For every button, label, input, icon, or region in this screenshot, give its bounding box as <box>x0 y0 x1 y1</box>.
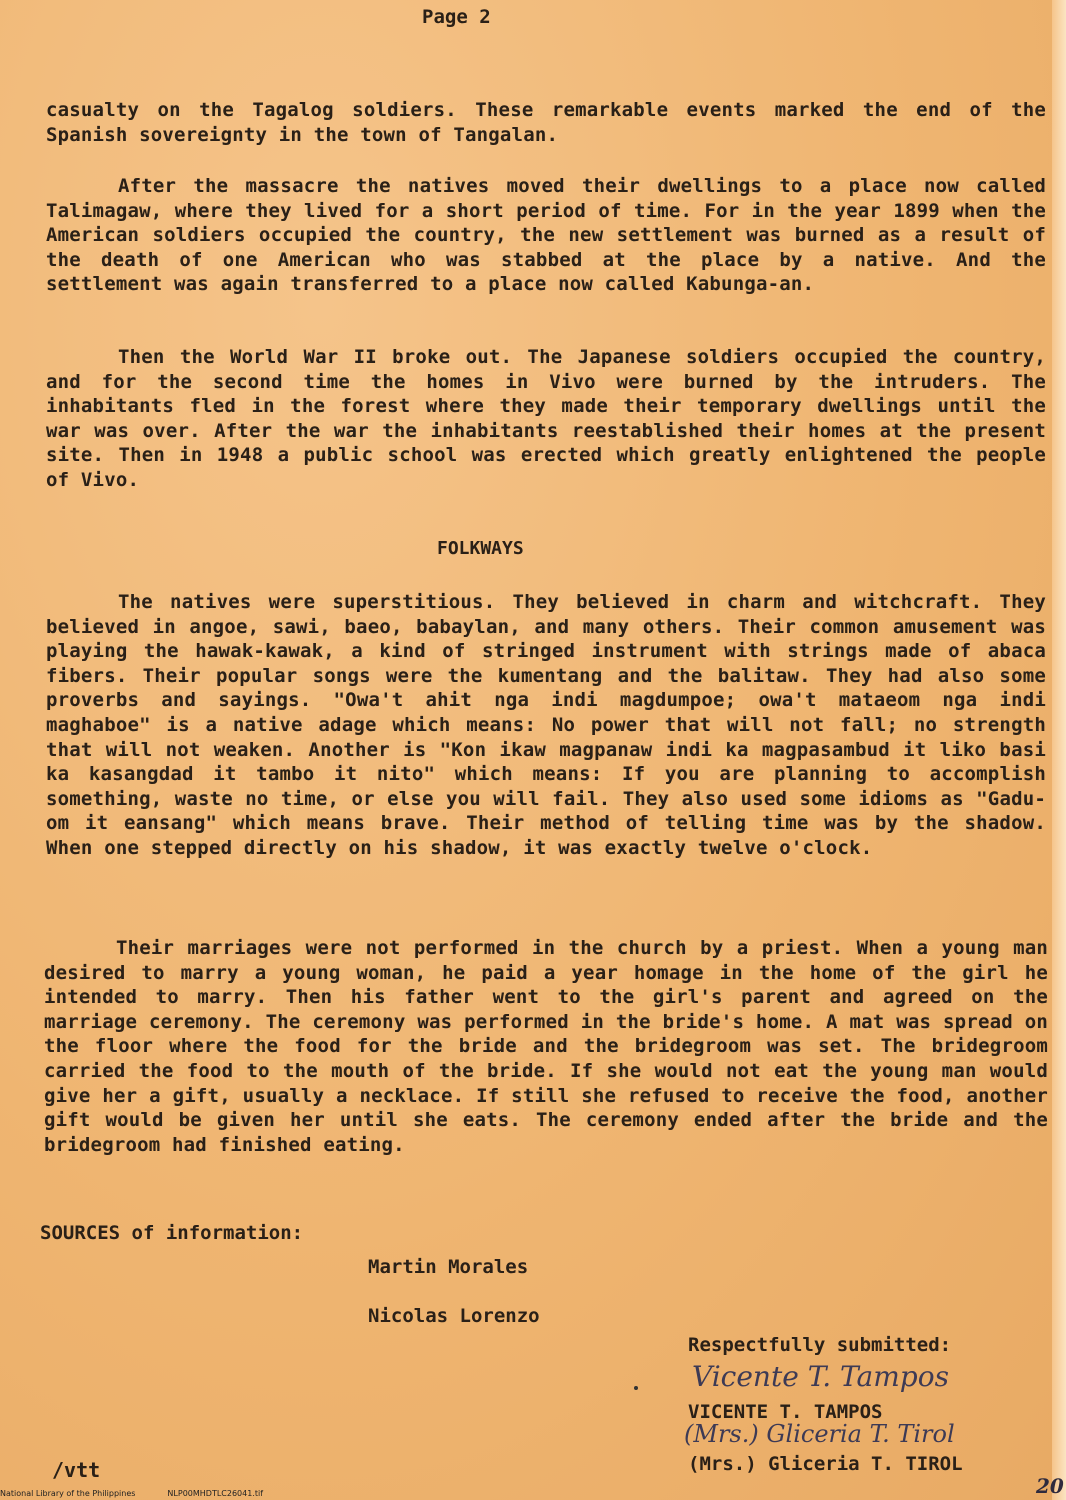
section-heading: FOLKWAYS <box>437 538 524 559</box>
paragraph-marriage <box>44 936 1048 1157</box>
paper-edge <box>1052 0 1066 1500</box>
paragraph-marriage-text: Their marriages were not performed in the church by a priest. When a young man desired to marry a young woman, he paid a year homage in the home of the girl he intended to marry. Then his father went to the girl's parent and agreed on the marriage ceremony. The ceremony was performed in the bride's home. A mat was spread on the floor where the food for the bride and the bridegroom was set. The bridegroom carried the food to the mouth of the bride. If she would not eat the young man would give her a gift, usually a necklace. If still she refused to receive the food, another gift would be given her until she eats. The ceremony ended after the bride and the bridegroom had finished eating. <box>44 937 1048 1156</box>
signer-name-tampos: VICENTE T. TAMPOS <box>688 1401 883 1423</box>
paragraph-superstitions-text: The natives were superstitious. They believed in charm and witchcraft. They believed in angoe, sawi, baeo, babaylan, and many others. Their common amusement was playing the hawak-kawak, a kind of stringed instrument with strings made of abaca fibers. Their popular songs were the kumentang and the balitaw. They had also some proverbs and sayings. "Owa't ahit nga indi magdumpoe; owa't mataeom nga indi maghaboe" is a native adage which means: No power that will not fall; no strength that will not weaken. Another is "Kon ikaw magpanaw indi ka magpasambud it liko basi ka kasangdad it tambo it nito" which means: If you are planning to accomplish something, waste no time, or else you will fail. They also used some idioms as "Gadu-om it eansang" which means brave. Their method of telling time was by the shadow. When one stepped directly on his shadow, it was exactly twelve o'clock. <box>46 591 1046 859</box>
signature-tirol: (Mrs.) Gliceria T. Tirol <box>684 1420 955 1448</box>
source-name: Martin Morales <box>368 1256 529 1278</box>
archive-footer <box>0 1489 263 1498</box>
paragraph-talimagaw-text: After the massacre the natives moved their dwellings to a place now called Talimagaw, where they lived for a short period of time. For in the year 1899 when the American soldiers occupied the country, the new settlement was burned as a result of the death of one American who was stabbed at the place by a native. And the settlement was again transferred to a place now called Kabunga-an. <box>46 175 1046 296</box>
sources-label: SOURCES of information: <box>40 1222 304 1244</box>
closing-text: Respectfully submitted: <box>688 1334 952 1356</box>
page-number: Page 2 <box>422 6 491 28</box>
signer-name-tirol: (Mrs.) Gliceria T. TIROL <box>688 1453 963 1475</box>
signature-tampos: Vicente T. Tampos <box>692 1360 949 1393</box>
paragraph-ww2 <box>46 345 1046 493</box>
handwritten-page-mark: 20 <box>1036 1474 1064 1498</box>
footer-library: National Library of the Philippines <box>0 1489 136 1498</box>
paragraph-talimagaw <box>46 174 1046 297</box>
paragraph-ww2-text: Then the World War II broke out. The Japanese soldiers occupied the country, and for the second time the homes in Vivo were burned by the intruders. The inhabitants fled in the forest where they made their temporary dwellings until the war was over. After the war the inhabitants reestablished their homes at the present site. Then in 1948 a public school was erected which greatly enlightened the people of Vivo. <box>46 346 1046 491</box>
typist-initials: /vtt <box>52 1458 101 1482</box>
source-name: Nicolas Lorenzo <box>368 1305 540 1327</box>
footer-filename: NLP00MHDTLC26041.tif <box>167 1489 264 1498</box>
ink-dot <box>634 1386 638 1390</box>
paragraph-intro: casualty on the Tagalog soldiers. These remarkable events marked the end of the Spanish sovereignty in the town of Tangalan. <box>46 99 1046 146</box>
paragraph-superstitions <box>46 590 1046 861</box>
